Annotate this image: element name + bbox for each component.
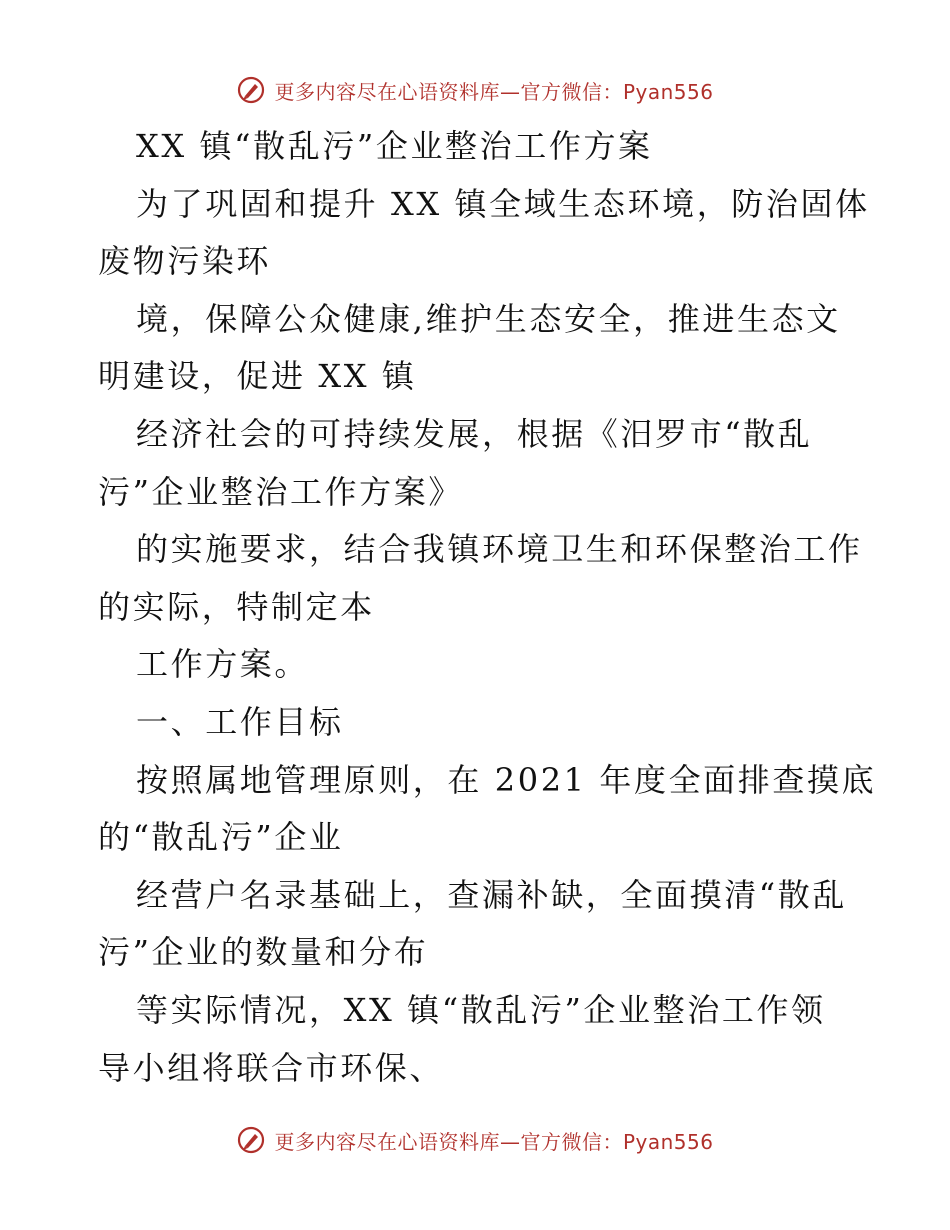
text-line: 等实际情况，XX 镇“散乱污”企业整治工作领 [136, 990, 826, 1029]
pen-logo-icon [236, 1125, 266, 1155]
text-line: 经济社会的可持续发展，根据《汨罗市“散乱 [136, 414, 813, 453]
text-line: 一、工作目标 [136, 702, 344, 741]
text-line: 污”企业的数量和分布 [98, 933, 429, 972]
text-line: 污”企业整治工作方案》 [98, 472, 463, 511]
text-line: 导小组将联合市环保、 [98, 1048, 445, 1087]
text-line: 境，保障公众健康,维护生态安全，推进生态文 [136, 299, 841, 338]
watermark-text: 更多内容尽在心语资料库—官方微信：Pyan556 [274, 1129, 714, 1154]
document-body [98, 118, 877, 1097]
header-watermark [0, 72, 950, 108]
text-line: 为了巩固和提升 XX 镇全域生态环境，防治固体 [136, 184, 870, 223]
text-line: 废物污染环 [98, 242, 272, 281]
document-title: XX 镇“散乱污”企业整治工作方案 [136, 127, 653, 165]
text-line: 明建设，促进 XX 镇 [98, 357, 417, 396]
text-line: 经营户名录基础上，查漏补缺，全面摸清“散乱 [136, 875, 847, 914]
text-line: 的实施要求，结合我镇环境卫生和环保整治工作 [136, 530, 863, 569]
text-line: 工作方案。 [136, 645, 310, 684]
text-line: 的“散乱污”企业 [98, 818, 344, 857]
pen-logo-icon [236, 75, 266, 105]
text-line: 按照属地管理原则，在 2021 年度全面排查摸底 [136, 760, 877, 799]
text-line: 的实际，特制定本 [98, 587, 375, 626]
watermark-text: 更多内容尽在心语资料库—官方微信：Pyan556 [274, 79, 714, 104]
footer-watermark [0, 1122, 950, 1158]
